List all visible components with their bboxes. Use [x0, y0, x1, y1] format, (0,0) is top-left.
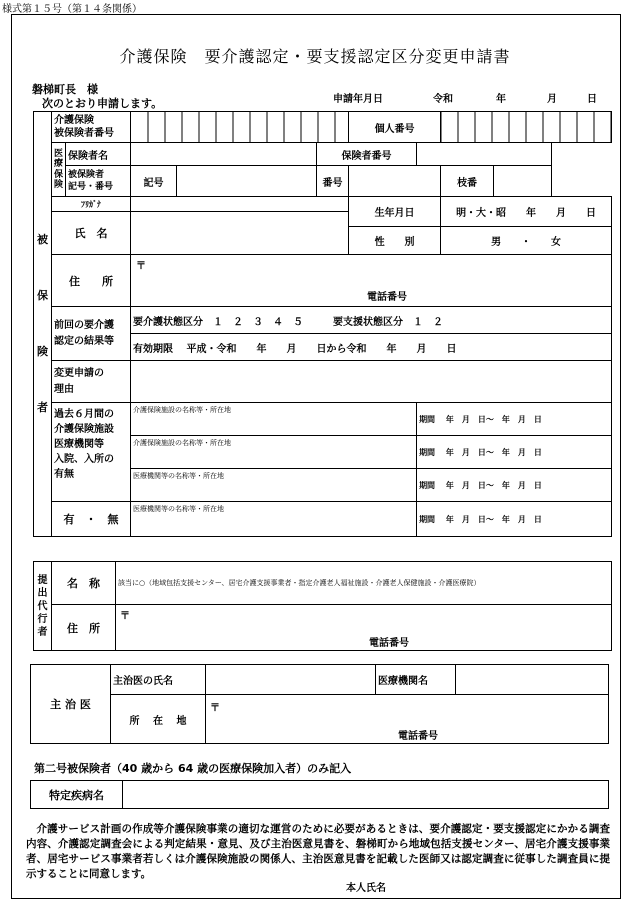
agent-address-label: 住 所: [52, 605, 116, 651]
postal-mark: 〒: [210, 703, 220, 714]
sex-label: 性 別: [349, 227, 441, 255]
postal-mark: 〒: [120, 611, 130, 622]
validity-row[interactable]: 有効期限 平成・令和 年 月 日から令和 年 月 日: [131, 334, 612, 361]
address-field[interactable]: [131, 255, 612, 307]
addressee: 磐梯町長 様: [32, 83, 98, 96]
address-label: 住 所: [52, 255, 131, 307]
phone-label: 電話番号: [369, 638, 409, 649]
application-date-label: 申請年月日: [333, 94, 383, 105]
number-short-label: 番号: [317, 166, 349, 197]
signature-label: 本人氏名: [346, 883, 386, 894]
institution-field[interactable]: [456, 665, 609, 695]
number-field[interactable]: [349, 166, 441, 197]
consent-paragraph: 介護サービス計画の作成等介護保険事業の適切な運営のために必要があるときは、要介護認定・要支援認定にかかる調査内容、介護認定調査会による判定結果・意見、及び主治医意見書を、磐梯町から地域包括支援センター、居宅介護支援事業者、居宅サービス事業者若しくは介護保険施設の関係人、主治医意見書を記載した医師又は認定調査に従事した調査員に提示することに同意します。: [26, 823, 610, 880]
personal-number-label: 個人番号: [349, 112, 441, 143]
disease-field[interactable]: [123, 781, 609, 809]
second-insured-note: 第二号被保険者（40 歳から 64 歳の医療保険加入者）のみ記入: [34, 762, 352, 775]
phone-label: 電話番号: [367, 292, 407, 303]
birth-date-label: 生年月日: [349, 197, 441, 227]
facility-row-period[interactable]: 期間 年 月 日～ 年 月 日: [417, 403, 612, 436]
insurer-name-field[interactable]: [131, 143, 317, 166]
insured-number-label: 介護保険 被保険者番号: [52, 112, 131, 143]
insured-table: [33, 111, 612, 537]
sex-value[interactable]: 男 ・ 女: [441, 227, 612, 255]
furigana-field[interactable]: [131, 197, 349, 212]
insurer-name-label: 保険者名: [66, 143, 131, 166]
application-date-day: 日: [587, 94, 597, 105]
birth-date-value[interactable]: 明・大・昭 年 月 日: [441, 197, 612, 227]
medical-insurance-side-label: 医 療 保 険: [52, 143, 66, 197]
personal-number-field[interactable]: [441, 112, 612, 143]
doctor-label: 主 治 医: [31, 665, 111, 744]
agent-side-label: 提 出 代 行 者: [34, 562, 52, 651]
application-date-year: 年: [496, 94, 506, 105]
location-field[interactable]: [206, 695, 609, 744]
intro-text: 次のとおり申請します。: [42, 97, 163, 110]
insured-number-field[interactable]: [131, 112, 349, 143]
postal-mark: 〒: [136, 261, 146, 272]
facility-row-period[interactable]: 期間 年 月 日～ 年 月 日: [417, 436, 612, 469]
change-reason-label: 変更申請の 理由: [52, 361, 131, 403]
doctor-name-field[interactable]: [206, 665, 376, 695]
facility-row-period[interactable]: 期間 年 月 日～ 年 月 日: [417, 469, 612, 502]
facility-stay-label: 過去６月間の 介護保険施設 医療機関等 入院、入所の 有無: [52, 403, 131, 502]
agent-name-note[interactable]: 該当に○（地域包括支援センター、居宅介護支援事業者・指定介護老人福祉施設・介護老人保健施設・介護医療院）: [116, 562, 612, 605]
agent-address-field[interactable]: [116, 605, 612, 651]
application-date-era: 令和: [433, 94, 453, 105]
symbol-field[interactable]: [177, 166, 317, 197]
previous-result-label: 前回の要介護 認定の結果等: [52, 307, 131, 361]
furigana-label: ﾌﾘｶﾞﾅ: [52, 197, 131, 212]
change-reason-field[interactable]: [131, 361, 612, 403]
location-label: 所 在 地: [111, 695, 206, 744]
branch-label: 枝番: [441, 166, 494, 197]
insured-side-label: 被 保 険 者: [34, 112, 52, 537]
agent-name-label: 名 称: [52, 562, 116, 605]
facility-row-label: 医療機関等の名称等・所在地: [131, 502, 417, 537]
care-level-row[interactable]: 要介護状態区分 １ ２ ３ ４ ５ 要支援状態区分 １ ２: [131, 307, 612, 334]
insured-code-label: 被保険者 記号・番号: [66, 166, 131, 197]
application-date-month: 月: [547, 94, 557, 105]
name-label: 氏 名: [52, 212, 131, 255]
presence-choice[interactable]: 有 ・ 無: [52, 502, 131, 537]
insurer-number-label: 保険者番号: [317, 143, 417, 166]
facility-row-label: 介護保険施設の名称等・所在地: [131, 403, 417, 436]
phone-label: 電話番号: [398, 731, 438, 742]
facility-row-period[interactable]: 期間 年 月 日～ 年 月 日: [417, 502, 612, 537]
form-number: 様式第１５号（第１４条関係）: [2, 4, 142, 15]
disease-label: 特定疾病名: [31, 781, 123, 809]
disease-table: [30, 780, 609, 809]
facility-row-label: 介護保険施設の名称等・所在地: [131, 436, 417, 469]
doctor-table: [30, 664, 609, 744]
page-title: 介護保険 要介護認定・要支援認定区分変更申請書: [119, 47, 511, 66]
branch-field[interactable]: [494, 166, 552, 197]
facility-row-label: 医療機関等の名称等・所在地: [131, 469, 417, 502]
agent-table: [33, 561, 612, 651]
institution-label: 医療機関名: [376, 665, 456, 695]
insurer-number-field[interactable]: [417, 143, 552, 166]
doctor-name-label: 主治医の氏名: [111, 665, 206, 695]
symbol-label: 記号: [131, 166, 177, 197]
name-field[interactable]: [131, 212, 349, 255]
